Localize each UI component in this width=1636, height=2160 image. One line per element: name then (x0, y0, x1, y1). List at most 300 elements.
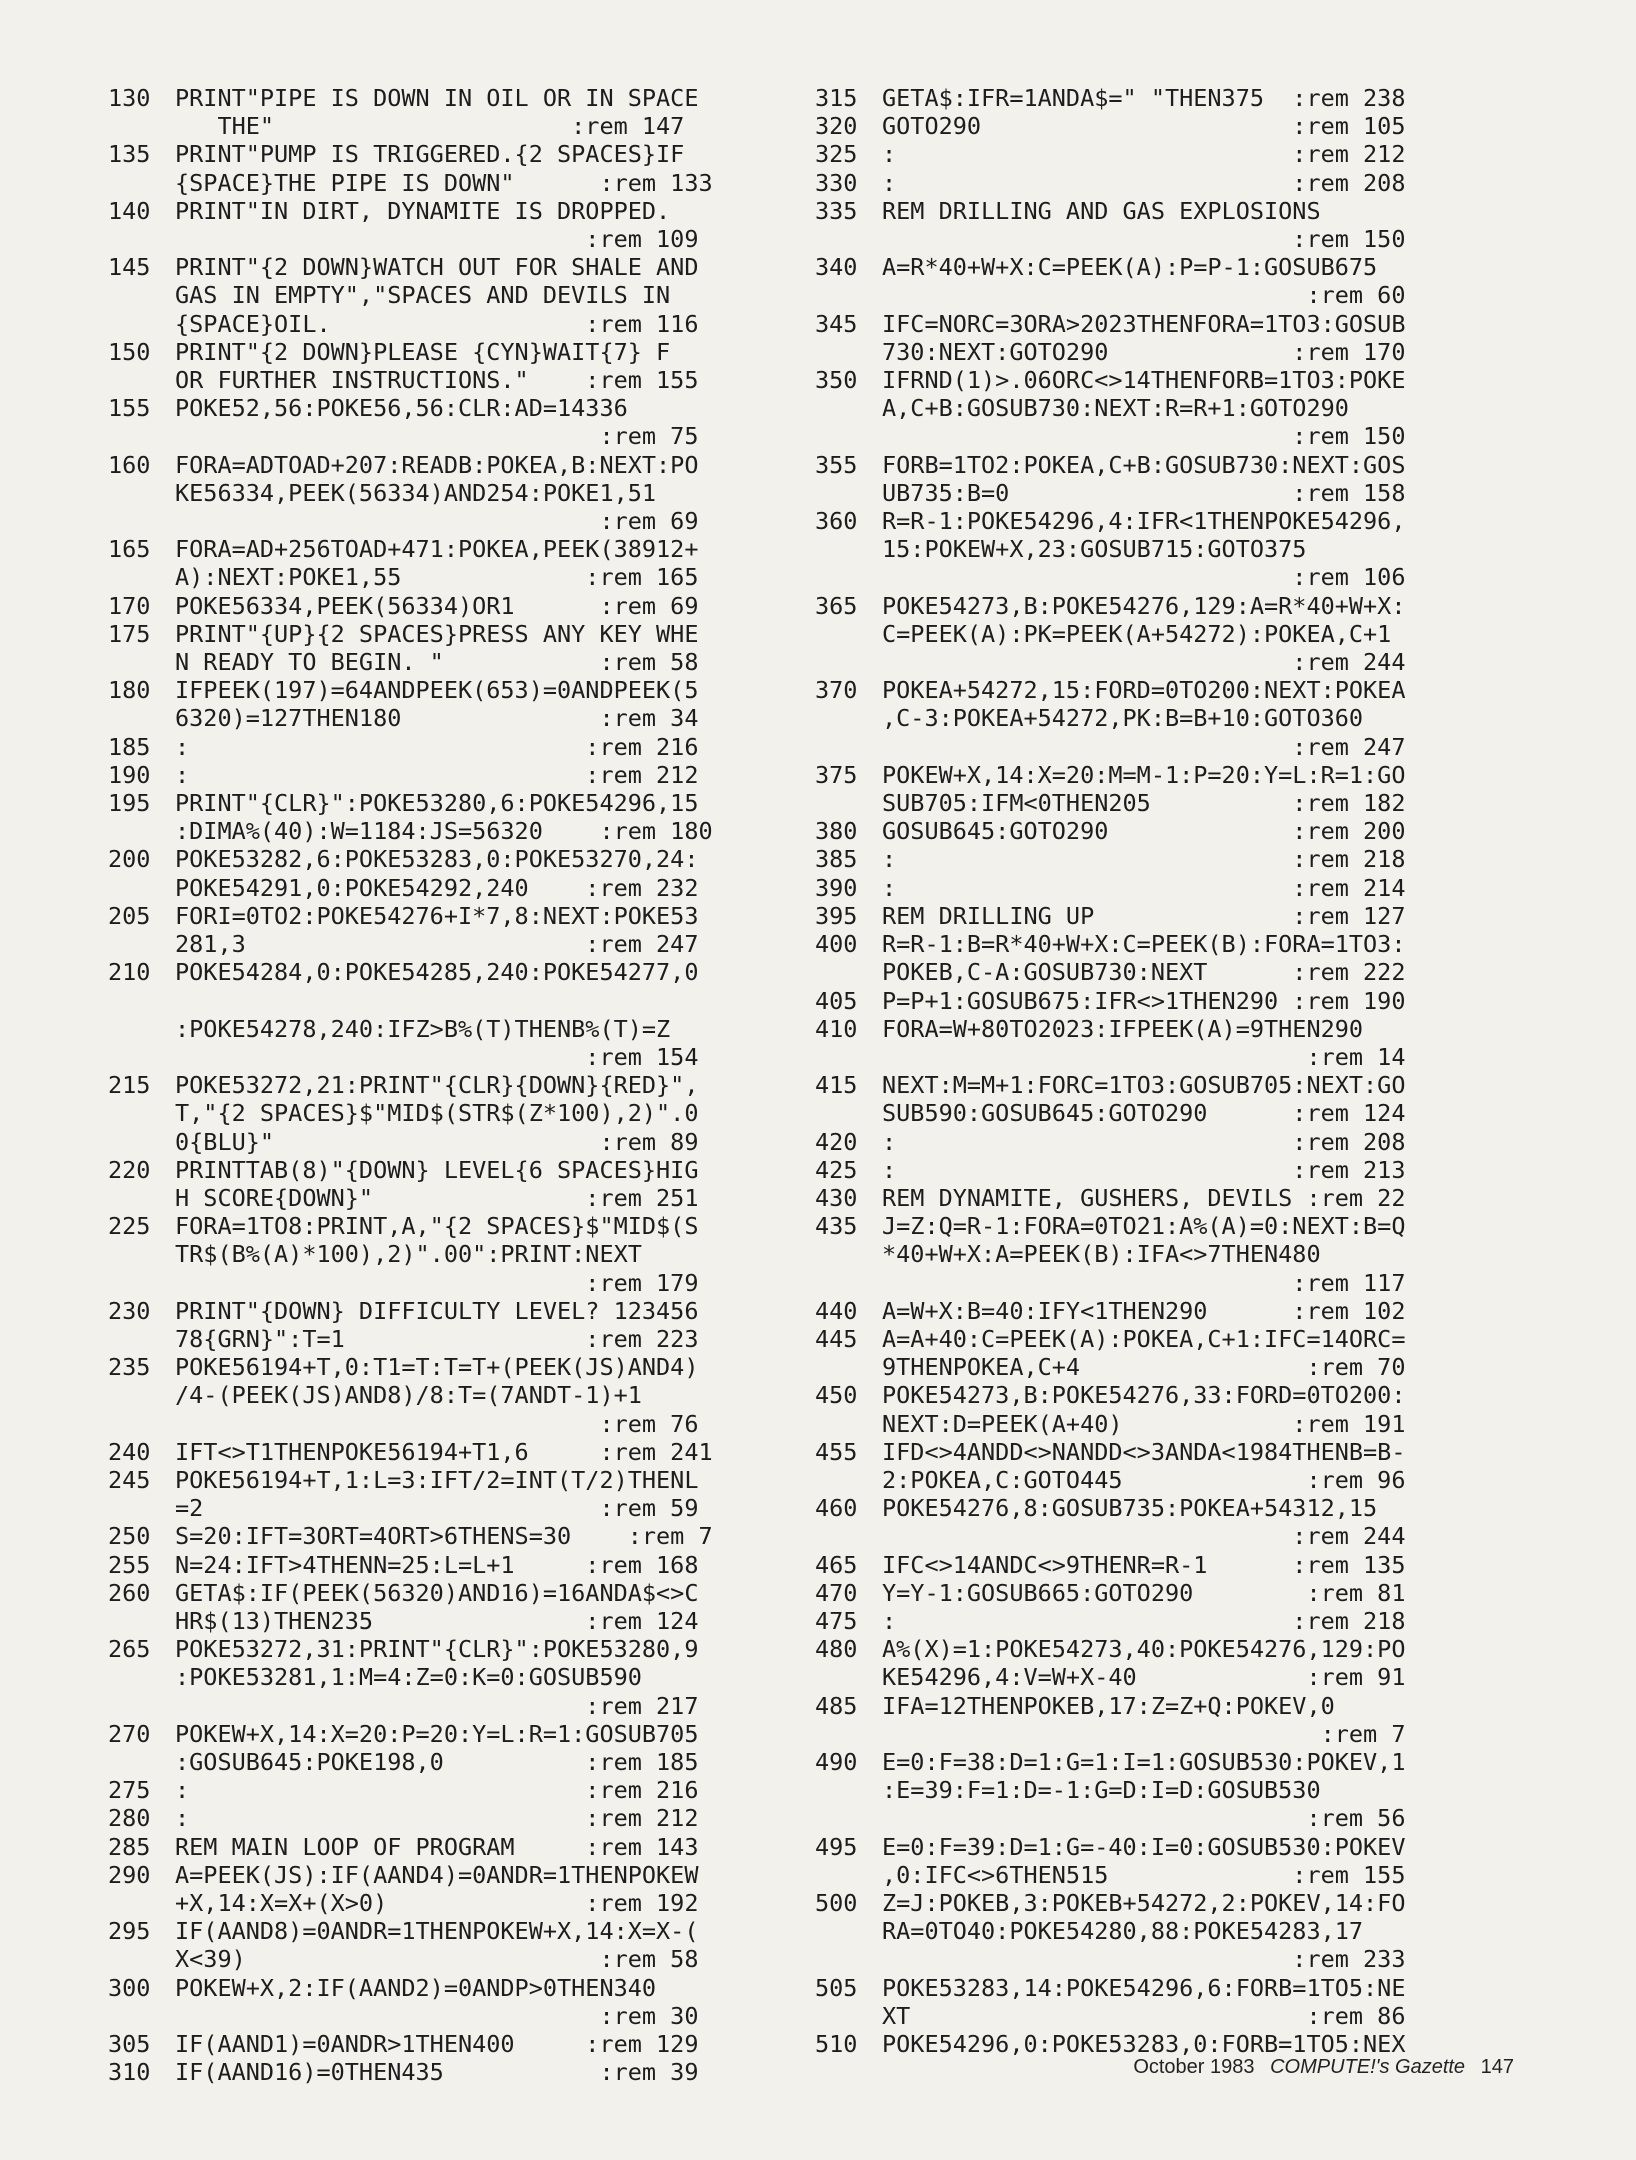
line-number: 160 (108, 450, 151, 479)
line-number: 130 (108, 84, 151, 112)
code-line-195 (108, 789, 800, 845)
statement-text: A,C+B:GOSUB730:NEXT:R=R+1:GOTO290 (882, 394, 1349, 423)
statement (882, 1156, 1515, 1184)
statement-text: PRINT"{2 DOWN}WATCH OUT FOR SHALE AND (175, 253, 699, 282)
statement-text: P=P+1:GOSUB675:IFR<>1THEN290 :rem 190 (882, 986, 1406, 1015)
statement (175, 84, 800, 140)
line-number: 485 (815, 1691, 858, 1720)
statement (882, 140, 1515, 168)
statement-text: PRINT"{CLR}":POKE53280,6:POKE54296,15 (175, 789, 699, 818)
code-line-495 (815, 1833, 1515, 1889)
statement (175, 1522, 800, 1550)
code-line-320 (815, 112, 1515, 140)
line-number: 265 (108, 1635, 151, 1664)
statement-text: IFT<>T1THENPOKE56194+T1,6 :rem 241 (175, 1437, 713, 1466)
statement-text: :rem 76 (175, 1409, 699, 1438)
statement-text: REM DYNAMITE, GUSHERS, DEVILS :rem 22 (882, 1183, 1406, 1212)
statement-text: SUB590:GOSUB645:GOTO290 :rem 124 (882, 1099, 1406, 1128)
code-line-450 (815, 1381, 1515, 1437)
code-line-375 (815, 761, 1515, 817)
code-line-235 (108, 1353, 800, 1438)
line-number: 495 (815, 1832, 858, 1861)
statement-text: IF(AAND1)=0ANDR>1THEN400 :rem 129 (175, 2030, 699, 2059)
code-line-265 (108, 1635, 800, 1720)
statement-text: :POKE53281,1:M=4:Z=0:K=0:GOSUB590 (175, 1663, 642, 1692)
statement (175, 197, 800, 253)
statement (175, 1776, 800, 1804)
statement-text: POKE56194+T,1:L=3:IFT/2=INT(T/2)THENL (175, 1465, 699, 1494)
statement-text: R=R-1:B=R*40+W+X:C=PEEK(B):FORA=1TO3: (882, 930, 1406, 959)
line-number: 295 (108, 1917, 151, 1946)
statement-text: R=R-1:POKE54296,4:IFR<1THENPOKE54296, (882, 507, 1406, 536)
statement-text: FORA=ADTOAD+207:READB:POKEA,B:NEXT:PO (175, 450, 699, 479)
statement (175, 592, 800, 620)
code-line-285 (108, 1833, 800, 1861)
line-number: 405 (815, 986, 858, 1015)
statement-text: IFC<>14ANDC<>9THENR=R-1 :rem 135 (882, 1550, 1406, 1579)
statement-text: POKEW+X,14:X=20:P=20:Y=L:R=1:GOSUB705 (175, 1719, 699, 1748)
statement-text: POKEW+X,2:IF(AAND2)=0ANDP>0THEN340 (175, 1973, 657, 2002)
statement-text: IFRND(1)>.06ORC<>14THENFORB=1TO3:POKE (882, 366, 1406, 395)
statement-text: POKE53272,31:PRINT"{CLR}":POKE53280,9 (175, 1635, 699, 1664)
line-number: 425 (815, 1155, 858, 1184)
statement (175, 2030, 800, 2058)
statement-text: :rem 150 (882, 422, 1406, 451)
code-line-480 (815, 1635, 1515, 1691)
statement-text: A):NEXT:POKE1,55 :rem 165 (175, 563, 699, 592)
code-line-300 (108, 1974, 800, 2030)
code-line-365 (815, 592, 1515, 677)
line-number: 180 (108, 676, 151, 705)
line-number: 170 (108, 591, 151, 620)
statement-text: FORB=1TO2:POKEA,C+B:GOSUB730:NEXT:GOS (882, 450, 1406, 479)
line-number: 375 (815, 760, 858, 789)
line-number: 220 (108, 1155, 151, 1184)
statement-text: GAS IN EMPTY","SPACES AND DEVILS IN (175, 281, 671, 310)
statement (175, 902, 800, 958)
statement-text: PRINT"PIPE IS DOWN IN OIL OR IN SPACE (175, 84, 699, 112)
statement (175, 394, 800, 450)
statement-text: OR FURTHER INSTRUCTIONS." :rem 155 (175, 366, 699, 395)
statement-text: A=A+40:C=PEEK(A):POKEA,C+1:IFC=14ORC= (882, 1324, 1406, 1353)
code-line-160 (108, 451, 800, 536)
code-line-360 (815, 507, 1515, 592)
statement (882, 1438, 1515, 1494)
statement (175, 845, 800, 901)
statement-text: POKE56194+T,0:T1=T:T=T+(PEEK(JS)AND4) (175, 1353, 699, 1382)
statement-text: : :rem 212 (882, 140, 1406, 169)
statement-text: GOSUB645:GOTO290 :rem 200 (882, 817, 1406, 846)
code-line-500 (815, 1889, 1515, 1974)
line-number: 290 (108, 1860, 151, 1889)
statement (882, 817, 1515, 845)
statement-text: : :rem 208 (882, 168, 1406, 197)
code-line-395 (815, 902, 1515, 930)
statement-text: PRINTTAB(8)"{DOWN} LEVEL{6 SPACES}HIG (175, 1155, 699, 1184)
statement (882, 2030, 1515, 2058)
statement-text: POKE54291,0:POKE54292,240 :rem 232 (175, 873, 699, 902)
statement (882, 1551, 1515, 1579)
statement (882, 366, 1515, 451)
code-line-435 (815, 1212, 1515, 1297)
code-line-135 (108, 140, 800, 196)
statement-text: *40+W+X:A=PEEK(B):IFA<>7THEN480 (882, 1240, 1321, 1269)
statement-text: FORA=1TO8:PRINT,A,"{2 SPACES}$"MID$(S (175, 1212, 699, 1241)
line-number: 145 (108, 253, 151, 282)
statement-text: IF(AAND8)=0ANDR=1THENPOKEW+X,14:X=X-( (175, 1917, 699, 1946)
code-line-275 (108, 1776, 800, 1804)
code-line-405 (815, 987, 1515, 1015)
line-number: 500 (815, 1889, 858, 1917)
statement (175, 535, 800, 591)
statement-text: KE54296,4:V=W+X-40 :rem 91 (882, 1663, 1406, 1692)
statement (175, 789, 800, 845)
line-number: 455 (815, 1437, 858, 1466)
line-number: 305 (108, 2030, 151, 2059)
code-line-380 (815, 817, 1515, 845)
statement-text: 6320)=127THEN180 :rem 34 (175, 704, 699, 733)
statement (175, 1297, 800, 1353)
statement-text: POKEW+X,14:X=20:M=M-1:P=20:Y=L:R=1:GO (882, 760, 1406, 789)
statement-text: POKEB,C-A:GOSUB730:NEXT :rem 222 (882, 958, 1406, 987)
statement (882, 676, 1515, 761)
statement-text: Z=J:POKEB,3:POKEB+54272,2:POKEV,14:FO (882, 1889, 1406, 1917)
line-number: 225 (108, 1212, 151, 1241)
statement (175, 761, 800, 789)
statement-text: 0{BLU}" :rem 89 (175, 1127, 699, 1156)
statement-text: POKE54273,B:POKE54276,129:A=R*40+W+X: (882, 591, 1406, 620)
line-number: 400 (815, 930, 858, 959)
statement-text: POKE54284,0:POKE54285,240:POKE54277,0 (175, 958, 699, 987)
line-number: 355 (815, 450, 858, 479)
line-number: 215 (108, 1071, 151, 1100)
statement (882, 169, 1515, 197)
statement (175, 676, 800, 732)
statement-text: GOTO290 :rem 105 (882, 112, 1406, 141)
code-line-180 (108, 676, 800, 732)
statement (882, 1297, 1515, 1325)
statement (882, 902, 1515, 930)
line-number: 450 (815, 1381, 858, 1410)
statement-text: POKE54276,8:GOSUB735:POKEA+54312,15 (882, 1494, 1378, 1523)
statement (175, 2058, 800, 2086)
code-line-330 (815, 169, 1515, 197)
code-line-490 (815, 1748, 1515, 1833)
statement-text: :rem 106 (882, 563, 1406, 592)
statement-text: FORA=W+80TO2023:IFPEEK(A)=9THEN290 (882, 1014, 1364, 1043)
statement-text: :rem 247 (882, 732, 1406, 761)
statement-text: :rem 233 (882, 1945, 1406, 1974)
code-line-420 (815, 1128, 1515, 1156)
statement-text: :rem 244 (882, 1522, 1406, 1551)
line-number: 480 (815, 1635, 858, 1664)
line-number: 410 (815, 1014, 858, 1043)
statement-text: E=0:F=39:D=1:G=-40:I=0:GOSUB530:POKEV (882, 1832, 1406, 1861)
statement-text: 281,3 :rem 247 (175, 930, 699, 959)
statement-text: {SPACE}THE PIPE IS DOWN" :rem 133 (175, 168, 713, 197)
line-number: 415 (815, 1071, 858, 1100)
line-number: 390 (815, 873, 858, 902)
code-line-170 (108, 592, 800, 620)
code-line-245 (108, 1466, 800, 1522)
statement-text: NEXT:M=M+1:FORC=1TO3:GOSUB705:NEXT:GO (882, 1071, 1406, 1100)
code-line-145 (108, 253, 800, 338)
statement (175, 1071, 800, 1156)
statement (175, 253, 800, 338)
statement-text: IFPEEK(197)=64ANDPEEK(653)=0ANDPEEK(5 (175, 676, 699, 705)
statement-text: POKE53282,6:POKE53283,0:POKE53270,24: (175, 845, 699, 874)
statement-text: : :rem 216 (175, 1776, 699, 1805)
line-number: 460 (815, 1494, 858, 1523)
line-number: 465 (815, 1550, 858, 1579)
line-number: 300 (108, 1973, 151, 2002)
code-line-355 (815, 451, 1515, 507)
code-line-290 (108, 1861, 800, 1917)
line-number: 370 (815, 676, 858, 705)
statement-text: : :rem 214 (882, 873, 1406, 902)
statement-text: 15:POKEW+X,23:GOSUB715:GOTO375 (882, 535, 1307, 564)
line-number: 420 (815, 1127, 858, 1156)
line-number: 490 (815, 1747, 858, 1776)
line-number: 430 (815, 1183, 858, 1212)
code-line-150 (108, 338, 800, 394)
statement-text: :rem 150 (882, 225, 1406, 254)
code-line-425 (815, 1156, 1515, 1184)
statement (882, 1579, 1515, 1607)
code-line-190 (108, 761, 800, 789)
statement-text: :rem 154 (175, 1042, 699, 1071)
code-line-460 (815, 1494, 1515, 1550)
code-line-510 (815, 2030, 1515, 2058)
statement-text: IFC=NORC=3ORA>2023THENFORA=1TO3:GOSUB (882, 309, 1406, 338)
statement-text: E=0:F=38:D=1:G=1:I=1:GOSUB530:POKEV,1 (882, 1747, 1406, 1776)
code-line-325 (815, 140, 1515, 168)
code-line-250 (108, 1522, 800, 1550)
code-line-205 (108, 902, 800, 958)
line-number: 325 (815, 140, 858, 169)
code-line-505 (815, 1974, 1515, 2030)
statement (175, 451, 800, 536)
statement (175, 1353, 800, 1438)
line-number: 365 (815, 591, 858, 620)
code-line-140 (108, 197, 800, 253)
line-number: 385 (815, 845, 858, 874)
statement-text: UB735:B=0 :rem 158 (882, 478, 1406, 507)
statement-text: POKE56334,PEEK(56334)OR1 :rem 69 (175, 591, 699, 620)
statement-text: ,0:IFC<>6THEN515 :rem 155 (882, 1860, 1406, 1889)
statement (175, 1917, 800, 1973)
statement-text: KE56334,PEEK(56334)AND254:POKE1,51 (175, 478, 657, 507)
line-number: 210 (108, 958, 151, 987)
statement-text: : :rem 213 (882, 1155, 1406, 1184)
code-line-390 (815, 874, 1515, 902)
statement (882, 1635, 1515, 1691)
line-number: 330 (815, 168, 858, 197)
line-number: 200 (108, 845, 151, 874)
statement-text: :rem 30 (175, 2001, 699, 2030)
line-number: 335 (815, 196, 858, 225)
line-number: 140 (108, 196, 151, 225)
footer-page-number: 147 (1480, 2056, 1514, 2078)
statement (882, 1212, 1515, 1297)
statement (882, 761, 1515, 817)
code-line-215 (108, 1071, 800, 1156)
statement-text: IF(AAND16)=0THEN435 :rem 39 (175, 2058, 699, 2087)
line-number: 190 (108, 760, 151, 789)
code-line-335 (815, 197, 1515, 253)
statement (882, 874, 1515, 902)
line-number: 320 (815, 112, 858, 141)
statement (882, 1692, 1515, 1748)
code-line-280 (108, 1804, 800, 1832)
line-number: 260 (108, 1578, 151, 1607)
statement-text: IFA=12THENPOKEB,17:Z=Z+Q:POKEV,0 (882, 1691, 1335, 1720)
code-line-165 (108, 535, 800, 591)
statement-text: : :rem 216 (175, 732, 699, 761)
line-number: 250 (108, 1522, 151, 1551)
statement (882, 987, 1515, 1015)
line-number: 445 (815, 1324, 858, 1353)
code-line-485 (815, 1692, 1515, 1748)
code-line-385 (815, 845, 1515, 873)
code-line-295 (108, 1917, 800, 1973)
statement (882, 592, 1515, 677)
statement-text: A=W+X:B=40:IFY<1THEN290 :rem 102 (882, 1296, 1406, 1325)
code-line-260 (108, 1579, 800, 1635)
line-number: 255 (108, 1550, 151, 1579)
statement-text: :rem 56 (882, 1804, 1406, 1833)
code-line-475 (815, 1607, 1515, 1635)
code-line-130 (108, 84, 800, 140)
code-line-470 (815, 1579, 1515, 1607)
code-line-225 (108, 1212, 800, 1297)
statement-text: :POKE54278,240:IFZ>B%(T)THENB%(T)=Z (175, 1014, 671, 1043)
code-line-270 (108, 1720, 800, 1776)
statement (882, 84, 1515, 112)
line-number: 240 (108, 1437, 151, 1466)
statement-text: :GOSUB645:POKE198,0 :rem 185 (175, 1747, 699, 1776)
statement-text: J=Z:Q=R-1:FORA=0TO21:A%(A)=0:NEXT:B=Q (882, 1212, 1406, 1241)
statement-text: POKE53272,21:PRINT"{CLR}{DOWN}{RED}", (175, 1071, 699, 1100)
statement (175, 1974, 800, 2030)
line-number: 470 (815, 1578, 858, 1607)
line-number: 315 (815, 84, 858, 112)
statement (882, 930, 1515, 986)
line-number: 280 (108, 1804, 151, 1833)
statement-text: +X,14:X=X+(X>0) :rem 192 (175, 1889, 699, 1917)
line-number: 230 (108, 1296, 151, 1325)
statement (882, 1833, 1515, 1889)
line-number: 275 (108, 1776, 151, 1805)
statement-text: C=PEEK(A):PK=PEEK(A+54272):POKEA,C+1 (882, 619, 1392, 648)
line-number: 360 (815, 507, 858, 536)
statement (882, 197, 1515, 253)
code-line-220 (108, 1156, 800, 1212)
code-line-400 (815, 930, 1515, 986)
statement-text: : :rem 218 (882, 1606, 1406, 1635)
statement-text: : :rem 212 (175, 760, 699, 789)
statement (175, 1579, 800, 1635)
line-number: 350 (815, 366, 858, 395)
listing-left-column (108, 84, 800, 2086)
statement-text: :E=39:F=1:D=-1:G=D:I=D:GOSUB530 (882, 1776, 1321, 1805)
statement (175, 1551, 800, 1579)
line-number: 440 (815, 1296, 858, 1325)
statement (882, 1325, 1515, 1381)
statement-text: NEXT:D=PEEK(A+40) :rem 191 (882, 1409, 1406, 1438)
statement (175, 338, 800, 394)
code-line-370 (815, 676, 1515, 761)
statement (175, 1466, 800, 1522)
statement-text: POKE53283,14:POKE54296,6:FORB=1TO5:NE (882, 1973, 1406, 2002)
line-number: 175 (108, 619, 151, 648)
statement-text: :rem 7 (882, 1719, 1406, 1748)
statement-text: 9THENPOKEA,C+4 :rem 70 (882, 1353, 1406, 1382)
statement-text: SUB705:IFM<0THEN205 :rem 182 (882, 789, 1406, 818)
statement (175, 1635, 800, 1720)
statement (175, 1212, 800, 1297)
statement (882, 1607, 1515, 1635)
statement (175, 1804, 800, 1832)
statement (882, 310, 1515, 366)
code-line-415 (815, 1071, 1515, 1127)
line-number: 270 (108, 1719, 151, 1748)
code-line-445 (815, 1325, 1515, 1381)
statement-text: PRINT"{2 DOWN}PLEASE {CYN}WAIT{7} F (175, 337, 671, 366)
statement (882, 1381, 1515, 1437)
line-number: 245 (108, 1465, 151, 1494)
code-line-350 (815, 366, 1515, 451)
code-line-230 (108, 1297, 800, 1353)
line-number: 435 (815, 1212, 858, 1241)
statement-text: 2:POKEA,C:GOTO445 :rem 96 (882, 1465, 1406, 1494)
line-number: 475 (815, 1606, 858, 1635)
statement-text: FORA=AD+256TOAD+471:POKEA,PEEK(38912+ (175, 535, 699, 564)
statement (882, 507, 1515, 592)
statement-text: 78{GRN}":T=1 :rem 223 (175, 1324, 699, 1353)
statement (882, 1184, 1515, 1212)
statement (882, 1494, 1515, 1550)
statement (882, 253, 1515, 309)
statement-text: TR$(B%(A)*100),2)".00":PRINT:NEXT (175, 1240, 642, 1269)
statement (175, 1833, 800, 1861)
statement-text: RA=0TO40:POKE54280,88:POKE54283,17 (882, 1917, 1364, 1946)
code-line-345 (815, 310, 1515, 366)
code-line-410 (815, 1015, 1515, 1071)
line-number: 205 (108, 901, 151, 930)
code-line-155 (108, 394, 800, 450)
statement-text: :rem 117 (882, 1268, 1406, 1297)
statement-text: :rem 75 (175, 422, 699, 451)
statement-text: :rem 244 (882, 648, 1406, 677)
statement (175, 1720, 800, 1776)
statement-text: H SCORE{DOWN}" :rem 251 (175, 1183, 699, 1212)
statement (882, 1748, 1515, 1833)
statement (882, 1128, 1515, 1156)
statement-text: HR$(13)THEN235 :rem 124 (175, 1606, 699, 1635)
statement (175, 140, 800, 196)
code-line-340 (815, 253, 1515, 309)
code-line-315 (815, 84, 1515, 112)
code-line-465 (815, 1551, 1515, 1579)
statement (882, 451, 1515, 507)
statement-text: : :rem 208 (882, 1127, 1406, 1156)
statement (175, 1156, 800, 1212)
line-number: 150 (108, 337, 151, 366)
code-line-255 (108, 1551, 800, 1579)
statement-text: POKE54273,B:POKE54276,33:FORD=0TO200: (882, 1381, 1406, 1410)
statement-text: :rem 14 (882, 1042, 1406, 1071)
